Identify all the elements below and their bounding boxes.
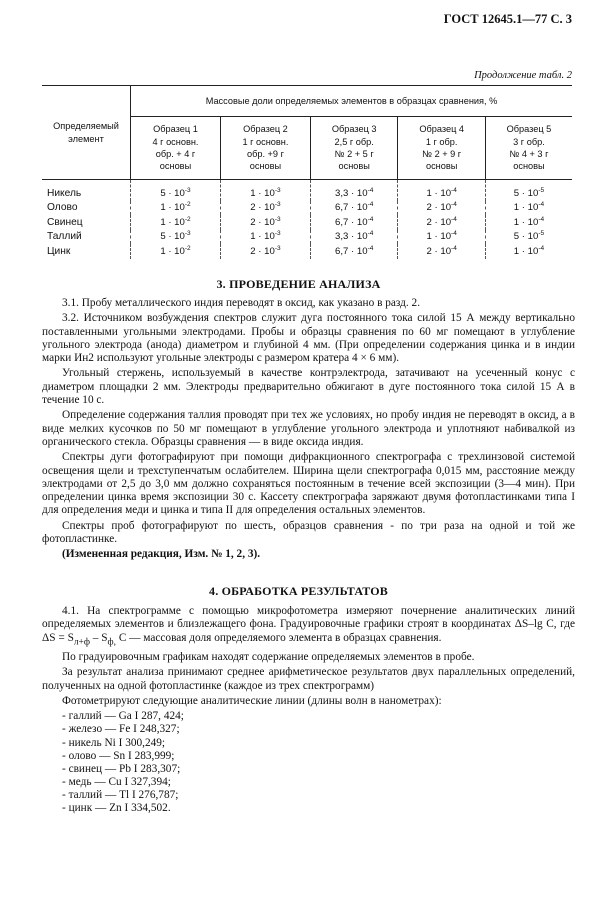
mass-fraction-value: $2 \cdot 10^{-4}$ [398,244,485,259]
list-item: - цинк — Zn I 334,502. [62,801,171,814]
mass-fraction-value: $6,7 \cdot 10^{-4}$ [310,215,397,230]
sample-header-line: Образец 1 [153,124,198,135]
paragraph-3-2b: Угольный стержень, используемый в качестве контрэлектрода, затачивают на усеченный конус с диаметром площадки 2 мм. Электроды предварительно обжигают в дуге постоянного тока силой 15 А в течение 10 с. [42,367,575,407]
paragraph-4-3: За результат анализа принимают среднее арифметическое результатов двух параллельных определений, полученных на одной фотопластинке (каждое из трех спектрограмм) [42,666,575,692]
sample-header-line: 4 г основн. [152,136,199,147]
mass-fraction-value: $5 \cdot 10^{-5}$ [485,230,572,245]
sample-header-line: основы [159,161,192,172]
table-row [42,180,572,201]
paragraph-3-2: 3.2. Источником возбуждения спектров служит дуга постоянного тока силой 15 А между вертикально поставленными угольными электродами. Пробы и образцы сравнения по 60 мг помещают в углубление угольного электрода (анода) диаметром и глубиной 4 мм. (При определении содержания цинка и в индии марки Ин2 используют угольные электроды с размером кратера 4 × 6 мм). [42,312,575,365]
sample-header-1 [131,117,221,180]
mass-fraction-group-header: Массовые доли определяемых элементов в образцах сравнения, % [131,86,573,117]
mass-fraction-value: $1 \cdot 10^{-4}$ [485,201,572,216]
sample-header-line: обр. + 4 г [155,149,196,159]
paragraph-4-1: 4.1. На спектрограмме с помощью микрофотометра измеряют почернение аналитических линий определяемых элементов и близлежащего фона. Градуировочные графики строят в координатах ΔS–lg C, где $\Delta S = S_{л+ф} - S_{ф,}$ C — массовая доля определяемого элемента в образцах сравнения. [42,605,575,647]
list-item: - медь — Cu I 327,394; [62,775,171,788]
sample-header-4 [398,117,485,180]
sample-header-line: № 2 + 9 г [422,149,462,159]
sample-header-line: Образец 2 [243,124,288,135]
sample-header-2 [220,117,310,180]
table-row [42,244,572,259]
element-name: Никель [47,187,82,199]
section-3-body [42,297,575,564]
sample-header-line: № 4 + 3 г [509,149,549,159]
mass-fraction-value: $1 \cdot 10^{-4}$ [485,215,572,230]
table-row [42,201,572,216]
list-item: - никель Ni I 300,249; [62,736,166,749]
mass-fraction-value: $6,7 \cdot 10^{-4}$ [310,201,397,216]
mass-fraction-value: $1 \cdot 10^{-2}$ [131,244,221,259]
mass-fraction-value: $1 \cdot 10^{-4}$ [398,230,485,245]
element-column-header: Определяемый элемент [42,86,131,180]
mass-fraction-value: $1 \cdot 10^{-4}$ [398,180,485,201]
table-row [42,230,572,245]
sample-header-line: 3 г обр. [513,136,545,147]
sample-header-line: основы [425,161,458,172]
list-item: - олово — Sn I 283,999; [62,749,175,762]
mass-fraction-value: $3,3 \cdot 10^{-4}$ [310,180,397,201]
mass-fraction-value: $6,7 \cdot 10^{-4}$ [310,244,397,259]
mass-fraction-value: $1 \cdot 10^{-4}$ [485,244,572,259]
sample-header-line: 2,5 г обр. [334,136,374,147]
sample-header-line: основы [513,161,545,172]
comparison-samples-table [42,85,572,259]
list-item: - железо — Fe I 248,327; [62,723,180,736]
mass-fraction-value: $1 \cdot 10^{-2}$ [131,201,221,216]
section-3-title: 3. ПРОВЕДЕНИЕ АНАЛИЗА [216,277,381,291]
mass-fraction-value: $3,3 \cdot 10^{-4}$ [310,230,397,245]
page-header: ГОСТ 12645.1—77 С. 3 [443,12,572,26]
section-4-title: 4. ОБРАБОТКА РЕЗУЛЬТАТОВ [209,584,388,598]
mass-fraction-value: $5 \cdot 10^{-3}$ [131,230,221,245]
element-name: Таллий [47,231,82,243]
mass-fraction-value: $1 \cdot 10^{-3}$ [220,180,310,201]
sample-header-line: основы [249,161,282,172]
table-continuation-label: Продолжение табл. 2 [474,70,572,81]
sample-header-line: 1 г обр. [425,136,458,147]
amendment-note: (Измененная редакция, Изм. № 1, 2, 3). [62,548,261,561]
sample-header-line: Образец 3 [331,124,377,135]
mass-fraction-value: $2 \cdot 10^{-4}$ [398,201,485,216]
mass-fraction-value: $2 \cdot 10^{-4}$ [398,215,485,230]
sample-header-line: обр. +9 г [246,149,284,159]
paragraph-4-2: По градуировочным графикам находят содержание определяемых элементов в пробе. [62,651,475,664]
sample-header-line: 1 г основн. [242,136,289,147]
paragraph-3-1: 3.1. Пробу металлического индия переводят в оксид, как указано в разд. 2. [62,297,421,309]
sample-header-line: основы [338,161,370,172]
sample-header-line: Образец 5 [506,124,552,135]
sample-header-line: Образец 4 [419,124,464,135]
mass-fraction-value: $1 \cdot 10^{-2}$ [131,215,221,230]
list-item: - галлий — Ga I 287, 424; [62,710,184,723]
mass-fraction-value: $2 \cdot 10^{-3}$ [220,244,310,259]
sample-header-3 [310,117,397,180]
mass-fraction-value: $2 \cdot 10^{-3}$ [220,201,310,216]
mass-fraction-value: $1 \cdot 10^{-3}$ [220,230,310,245]
mass-fraction-value: $5 \cdot 10^{-3}$ [131,180,221,201]
element-name: Свинец [47,216,83,228]
mass-fraction-value: $5 \cdot 10^{-5}$ [485,180,572,201]
paragraph-3-2e: Спектры проб фотографируют по шесть, образцов сравнения - по три раза на одной и той же фотопластинке. [42,519,575,546]
element-name: Олово [47,202,78,214]
element-name: Цинк [47,245,71,257]
table-row [42,215,572,230]
paragraph-3-2c: Определение содержания таллия проводят при тех же условиях, но пробу индия не переводят в оксид, а в виде мелких кусочков по 50 мг помещают в углубление угольного электрода и уплотняют набивалкой из органического стекла. Образцы сравнения — в виде оксида индия. [42,409,575,448]
paragraph-4-4: Фотометрируют следующие аналитические линии (длины волн в нанометрах): [62,695,442,708]
section-4-body [42,605,575,815]
list-item: - таллий — Tl I 276,787; [62,788,179,801]
sample-header-5 [485,117,572,180]
mass-fraction-value: $2 \cdot 10^{-3}$ [220,215,310,230]
analytical-lines-list [42,710,575,815]
paragraph-3-2d: Спектры дуги фотографируют при помощи дифракционного спектрографа с трехлинзовой системой освещения щели и трехступенчатым ослабителем. Ширина щели спектрографа 0,015 мм, расстояние между электродами от 2,5 до 3,0 мм должно сохраняться постоянным в течение всей экспозиции (3—4 мин). При определении цинка время экспозиции 30 с. Кассету спектрографа заряжают двумя фотопластинками типа I для определения меди и цинка и типа II для определения остальных элементов. [42,451,575,517]
list-item: - свинец — Pb I 283,307; [62,762,181,775]
sample-header-line: № 2 + 5 г [334,149,374,159]
